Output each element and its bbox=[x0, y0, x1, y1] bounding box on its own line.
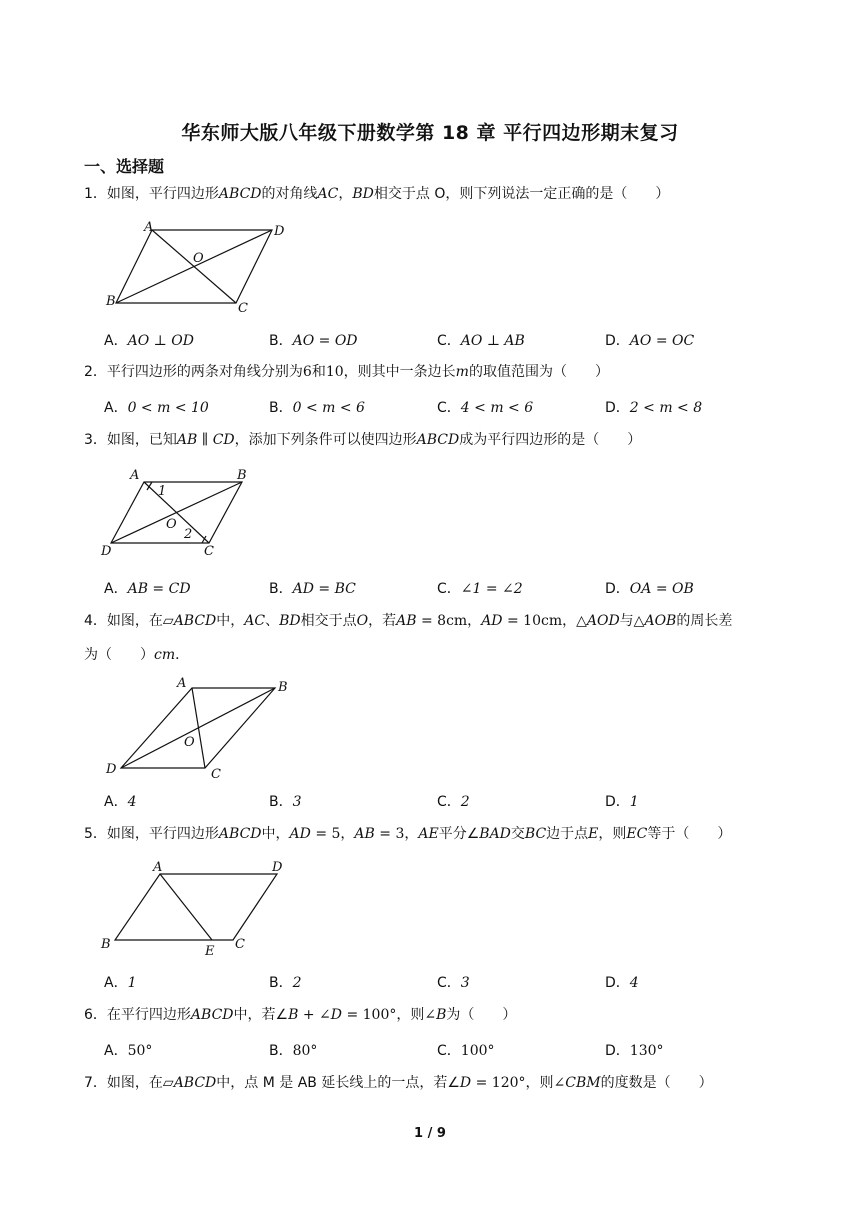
question-4-stem: 4．如图，在▱ABCD中，AC、BD相交于点O，若AB = 8cm，AD = 10cm，△AOD与△AOB的周长差 bbox=[84, 613, 733, 629]
fig3-label-b: B bbox=[237, 468, 247, 483]
question-2-options bbox=[104, 397, 784, 417]
option-c[interactable]: C．100° bbox=[437, 1043, 495, 1059]
fig5-label-d: D bbox=[272, 860, 283, 875]
question-3-options bbox=[104, 578, 784, 598]
fig1-label-d: D bbox=[274, 224, 285, 239]
option-b[interactable]: B．3 bbox=[269, 794, 302, 810]
question-3-stem: 3．如图，已知AB ∥ CD，添加下列条件可以使四边形ABCD成为平行四边形的是（ ） bbox=[84, 432, 642, 448]
option-a[interactable]: A．AB = CD bbox=[104, 581, 191, 597]
fig4-label-o: O bbox=[184, 735, 195, 750]
fig3-label-c: C bbox=[204, 544, 214, 559]
fig4-label-a: A bbox=[177, 676, 187, 691]
option-a[interactable]: A．1 bbox=[104, 975, 137, 991]
question-1-options bbox=[104, 330, 784, 350]
option-b[interactable]: B．80° bbox=[269, 1043, 318, 1059]
document-title: 华东师大版八年级下册数学第 18 章 平行四边形期末复习 bbox=[181, 122, 679, 144]
question-7-stem: 7．如图，在▱ABCD中，点 M 是 AB 延长线上的一点，若∠D = 120°，则∠CBM的度数是（ ） bbox=[84, 1075, 713, 1091]
question-5-stem: 5．如图，平行四边形ABCD中，AD = 5，AB = 3，AE平分∠BAD交BC边于点E，则EC等于（ ） bbox=[84, 826, 732, 842]
option-c[interactable]: C．∠1 = ∠2 bbox=[437, 581, 523, 597]
fig3-label-o: O bbox=[166, 517, 177, 532]
fig1-label-b: B bbox=[106, 294, 116, 309]
fig1-label-a: A bbox=[144, 220, 154, 235]
fig5-label-e: E bbox=[205, 944, 215, 959]
question-2-stem: 2．平行四边形的两条对角线分别为6和10，则其中一条边长m的取值范围为（ ） bbox=[84, 364, 609, 380]
question-5-figure bbox=[100, 854, 290, 964]
option-d[interactable]: D．AO = OC bbox=[605, 333, 695, 349]
option-d[interactable]: D．2 < m < 8 bbox=[605, 400, 703, 416]
option-b[interactable]: B．AO = OD bbox=[269, 333, 358, 349]
fig5-label-c: C bbox=[235, 937, 245, 952]
section-heading: 一、选择题 bbox=[84, 157, 165, 176]
option-b[interactable]: B．2 bbox=[269, 975, 302, 991]
option-b[interactable]: B．AD = BC bbox=[269, 581, 356, 597]
option-a[interactable]: A．50° bbox=[104, 1043, 153, 1059]
fig3-label-1: 1 bbox=[158, 484, 167, 499]
question-5-options bbox=[104, 972, 784, 992]
option-d[interactable]: D．1 bbox=[605, 794, 639, 810]
page-number: 1 / 9 bbox=[414, 1126, 446, 1141]
option-b[interactable]: B．0 < m < 6 bbox=[269, 400, 365, 416]
option-c[interactable]: C．3 bbox=[437, 975, 470, 991]
question-6-options bbox=[104, 1040, 784, 1060]
option-c[interactable]: C．4 < m < 6 bbox=[437, 400, 534, 416]
fig3-label-d: D bbox=[101, 544, 112, 559]
option-d[interactable]: D．130° bbox=[605, 1043, 664, 1059]
question-4-figure bbox=[100, 672, 300, 784]
fig1-label-c: C bbox=[238, 301, 248, 316]
question-1-figure bbox=[100, 216, 300, 316]
option-d[interactable]: D．OA = OB bbox=[605, 581, 694, 597]
option-a[interactable]: A．0 < m < 10 bbox=[104, 400, 209, 416]
fig5-label-b: B bbox=[101, 937, 111, 952]
fig3-label-2: 2 bbox=[184, 527, 193, 542]
question-4-options bbox=[104, 791, 784, 811]
question-4-stem-line2: 为（ ）cm． bbox=[84, 647, 190, 663]
fig4-label-b: B bbox=[278, 680, 288, 695]
fig1-label-o: O bbox=[193, 251, 204, 266]
option-a[interactable]: A．AO ⊥ OD bbox=[104, 333, 194, 349]
question-3-figure bbox=[100, 462, 260, 562]
fig5-label-a: A bbox=[153, 860, 163, 875]
fig3-label-a: A bbox=[130, 468, 140, 483]
option-c[interactable]: C．AO ⊥ AB bbox=[437, 333, 525, 349]
fig4-label-d: D bbox=[106, 762, 117, 777]
question-1-stem: 1．如图，平行四边形ABCD的对角线AC，BD相交于点 O，则下列说法一定正确的是（ ） bbox=[84, 186, 670, 202]
question-6-stem: 6．在平行四边形ABCD中，若∠B + ∠D = 100°，则∠B为（ ） bbox=[84, 1007, 517, 1023]
option-d[interactable]: D．4 bbox=[605, 975, 639, 991]
option-c[interactable]: C．2 bbox=[437, 794, 470, 810]
option-a[interactable]: A．4 bbox=[104, 794, 137, 810]
fig4-label-c: C bbox=[211, 767, 221, 782]
